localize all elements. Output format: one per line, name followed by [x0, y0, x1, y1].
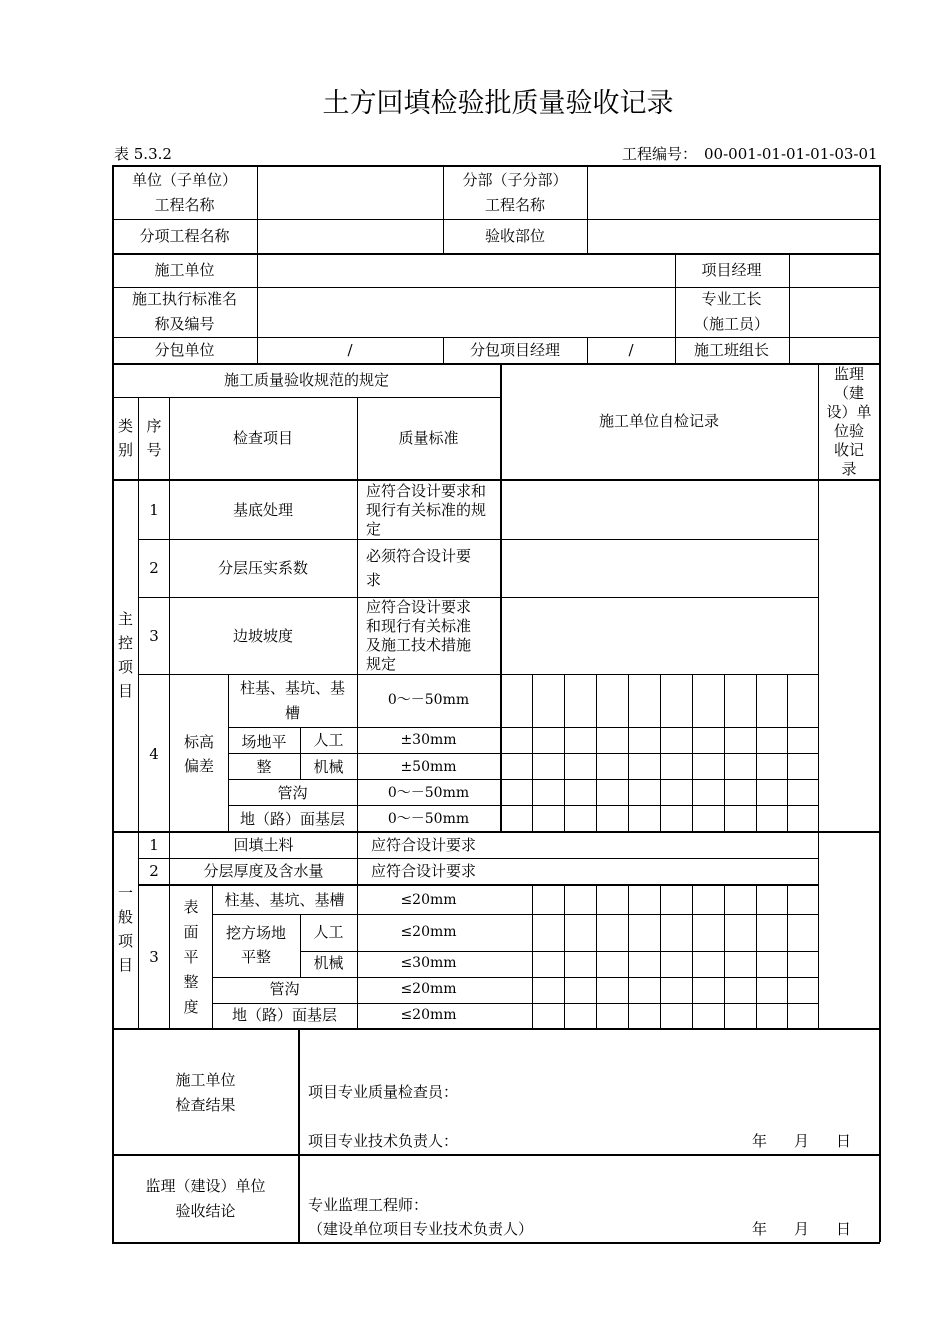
- main-row4-manual: 人工: [313, 731, 344, 749]
- general-row3-pit-std: ≤20mm: [400, 892, 457, 908]
- general-category-line2: 般: [117, 908, 133, 926]
- general-row3-no: 3: [149, 948, 159, 966]
- supervisor-header-line1: 监理: [833, 365, 864, 383]
- general-row3-group-line5: 度: [183, 998, 199, 1016]
- general-row2-item: 分层厚度及含水量: [203, 862, 324, 880]
- seq-header-line2: 号: [146, 441, 162, 459]
- supervisor-header-line2: （建: [833, 384, 864, 402]
- standard-label-line2: 称及编号: [154, 315, 215, 333]
- tech-leader-label: 项目专业技术负责人：: [308, 1132, 459, 1150]
- general-row1-no: 1: [149, 836, 159, 854]
- self-check-header: 施工单位自检记录: [598, 412, 719, 430]
- general-row3-trench: 管沟: [269, 980, 300, 998]
- general-row3-group-line2: 面: [183, 923, 199, 941]
- main-row1-no: 1: [149, 501, 159, 519]
- construction-unit-label: 施工单位: [154, 261, 215, 279]
- general-row3-site-line2: 平整: [240, 948, 271, 966]
- supervision-label-line2: 验收结论: [175, 1202, 236, 1220]
- project-number: 00-001-01-01-01-03-01: [704, 145, 878, 163]
- main-row4-machine: 机械: [313, 758, 344, 776]
- supervisor-header-line4: 位验: [833, 422, 864, 440]
- construction-result-label-line2: 检查结果: [175, 1096, 236, 1114]
- general-row3-road: 地（路）面基层: [231, 1006, 337, 1024]
- subcontract-unit-label: 分包单位: [154, 341, 215, 359]
- general-category-line3: 项: [117, 932, 133, 950]
- general-category-line1: 一: [117, 884, 133, 902]
- main-row1-item: 基底处理: [232, 501, 293, 519]
- date-day-2: 日: [836, 1220, 852, 1238]
- general-row3-machine-std: ≤30mm: [400, 955, 457, 971]
- general-row3-manual-std: ≤20mm: [400, 924, 457, 940]
- date-month-1: 月: [794, 1132, 810, 1150]
- construction-result-label-line1: 施工单位: [175, 1071, 236, 1089]
- main-category-line2: 控: [117, 634, 133, 652]
- main-row4-trench: 管沟: [277, 784, 308, 802]
- main-row2-std-line2: 求: [366, 571, 382, 589]
- general-row3-trench-std: ≤20mm: [400, 981, 457, 997]
- division-label-line2: 工程名称: [484, 196, 545, 214]
- main-row4-pit-line2: 槽: [284, 704, 300, 722]
- supervisor-header-line5: 收记: [833, 441, 864, 459]
- standard-label-line1: 施工执行标准名: [131, 290, 237, 308]
- date-year-2: 年: [752, 1220, 768, 1238]
- unit-name-label-line2: 工程名称: [154, 196, 215, 214]
- unit-name-label-line1: 单位（子单位）: [131, 171, 237, 189]
- main-row1-std-line2: 现行有关标准的规: [366, 501, 487, 519]
- main-row4-pit-line1: 柱基、基坑、基: [239, 679, 345, 697]
- quality-standard-header: 质量标准: [398, 429, 459, 447]
- main-row1-std-line3: 定: [366, 520, 382, 538]
- general-row3-group-line1: 表: [183, 898, 199, 916]
- main-row4-manual-std: ±30mm: [400, 732, 457, 748]
- general-row3-group-line4: 整: [183, 973, 199, 991]
- subcontract-manager-value: /: [628, 341, 634, 359]
- main-row3-std-line1: 应符合设计要求: [366, 598, 472, 616]
- project-number-label: 工程编号：: [622, 145, 698, 163]
- project-manager-label: 项目经理: [701, 261, 762, 279]
- check-item-header: 检查项目: [232, 429, 293, 447]
- main-row4-road-std: 0～－50mm: [387, 811, 470, 827]
- main-row3-item: 边坡坡度: [232, 627, 293, 645]
- main-row4-trench-std: 0～－50mm: [387, 785, 470, 801]
- spec-header: 施工质量验收规范的规定: [223, 371, 389, 389]
- main-row4-machine-std: ±50mm: [400, 759, 457, 775]
- main-row4-site-line2: 整: [256, 758, 272, 776]
- subcontract-manager-label: 分包项目经理: [469, 341, 560, 359]
- table-number: 表 5.3.2: [114, 145, 172, 163]
- main-row2-no: 2: [149, 559, 159, 577]
- main-row4-group-line2: 偏差: [183, 757, 214, 775]
- date-day-1: 日: [836, 1132, 852, 1150]
- main-row4-road: 地（路）面基层: [239, 810, 345, 828]
- main-row4-group-line1: 标高: [183, 733, 214, 751]
- owner-leader-label: （建设单位项目专业技术负责人）: [308, 1220, 534, 1238]
- general-row1-item: 回填土料: [233, 836, 294, 854]
- foreman-label-line1: 专业工长: [701, 290, 762, 308]
- main-category-line4: 目: [117, 682, 133, 700]
- general-row3-machine: 机械: [313, 954, 344, 972]
- subcontract-unit-value: /: [347, 341, 353, 359]
- date-month-2: 月: [794, 1220, 810, 1238]
- general-row3-manual: 人工: [313, 923, 344, 941]
- category-header-line2: 别: [117, 441, 133, 459]
- main-row3-std-line3: 及施工技术措施: [366, 636, 472, 654]
- general-category-line4: 目: [117, 956, 133, 974]
- category-header-line1: 类: [117, 417, 133, 435]
- seq-header-line1: 序: [146, 417, 162, 435]
- general-row2-std: 应符合设计要求: [371, 862, 477, 880]
- main-row3-std-line4: 规定: [366, 655, 397, 673]
- main-category-line3: 项: [117, 658, 133, 676]
- subitem-name-label: 分项工程名称: [139, 227, 230, 245]
- main-row4-pit-std: 0～－50mm: [387, 692, 470, 708]
- general-row3-road-std: ≤20mm: [400, 1007, 457, 1023]
- general-row3-pit: 柱基、基坑、基槽: [224, 891, 345, 909]
- division-label-line1: 分部（子分部）: [462, 171, 568, 189]
- main-category-line1: 主: [117, 610, 133, 628]
- page-title: 土方回填检验批质量验收记录: [322, 88, 674, 119]
- supervision-engineer-label: 专业监理工程师：: [308, 1196, 429, 1214]
- foreman-label-line2: （施工员）: [693, 315, 769, 333]
- main-row1-std-line1: 应符合设计要求和: [366, 482, 487, 500]
- supervision-label-line1: 监理（建设）单位: [145, 1177, 266, 1195]
- main-row4-site-line1: 场地平: [241, 733, 287, 751]
- date-year-1: 年: [752, 1132, 768, 1150]
- main-row2-std-line1: 必须符合设计要: [366, 547, 472, 565]
- general-row2-no: 2: [149, 862, 159, 880]
- main-row3-no: 3: [149, 627, 159, 645]
- general-row3-group-line3: 平: [183, 948, 199, 966]
- supervisor-header-line6: 录: [841, 460, 857, 478]
- team-leader-label: 施工班组长: [693, 341, 769, 359]
- accept-part-label: 验收部位: [484, 227, 545, 245]
- quality-inspector-label: 项目专业质量检查员：: [308, 1083, 459, 1101]
- main-row2-item: 分层压实系数: [217, 559, 308, 577]
- main-row4-no: 4: [149, 745, 159, 763]
- supervisor-header-line3: 设）单: [826, 403, 872, 421]
- main-row3-std-line2: 和现行有关标准: [366, 617, 472, 635]
- general-row3-site-line1: 挖方场地: [225, 924, 286, 942]
- general-row1-std: 应符合设计要求: [371, 836, 477, 854]
